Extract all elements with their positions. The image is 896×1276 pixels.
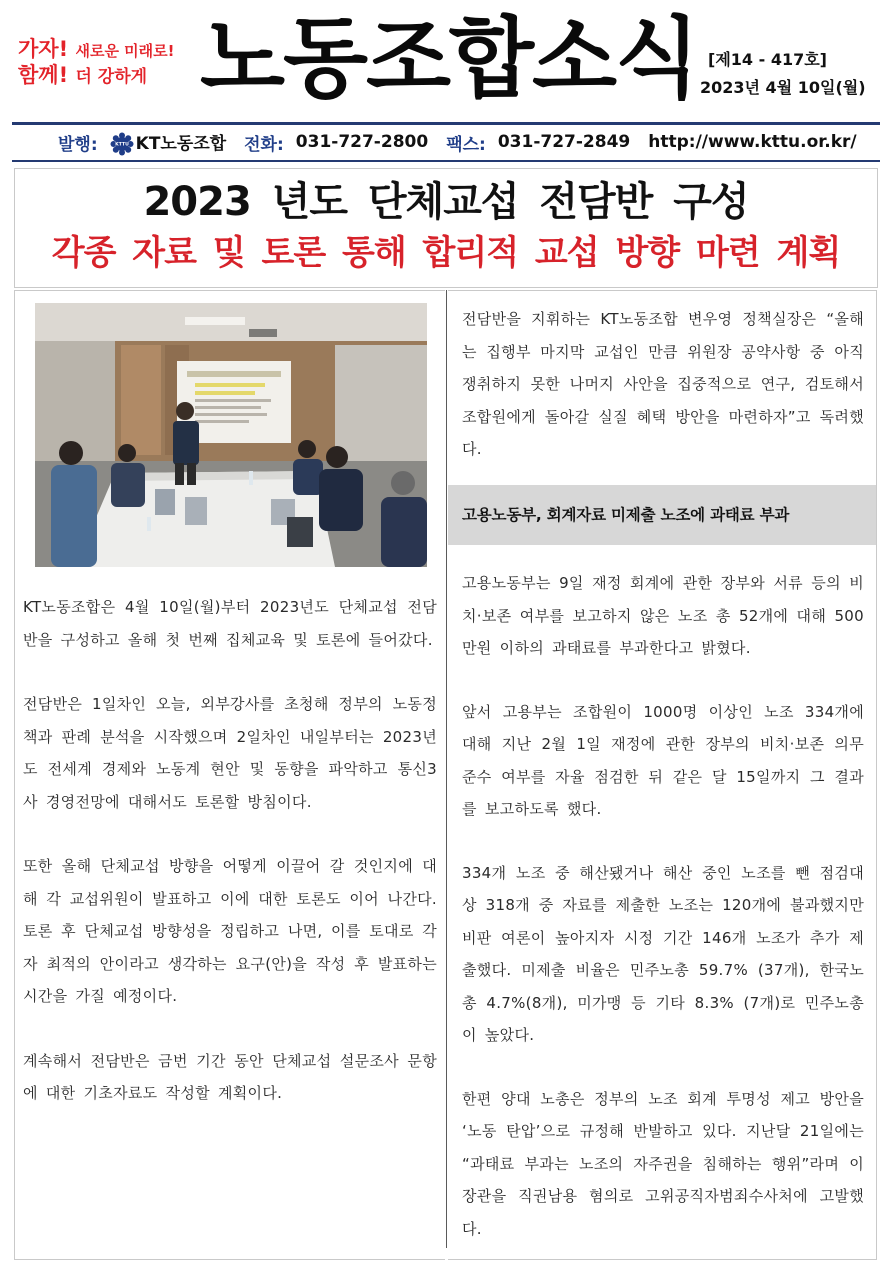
- left-paragraph-4: 계속해서 전담반은 금번 기간 동안 단체교섭 설문조사 문항에 대한 기초자료도 작성할 계획이다.: [23, 1051, 437, 1102]
- kttu-logo-text: KTTU: [114, 142, 129, 148]
- masthead-divider: [12, 122, 880, 125]
- fax-number: 031-727-2849: [497, 132, 631, 152]
- publisher-bar: [58, 128, 878, 156]
- section-paragraph-4: 한편 양대 노총은 정부의 노조 회계 투명성 제고 방안을 ‘노동 탄압’으로 규정해 반발하고 있다. 지난달 21일에는 “과태료 부과는 노조의 자주권을 침해하는 행위”라며 이 장관을 직권남용 혐의로 고위공직자범죄수사처에 고발했다.: [462, 1089, 864, 1238]
- phone-label: 전화:: [244, 134, 284, 155]
- issue-number: [제14 - 417호]: [708, 50, 827, 69]
- section-body: [462, 567, 864, 1276]
- kttu-logo-icon: [110, 132, 134, 156]
- article-headline: 2023 년도 단체교섭 전담반 구성: [143, 179, 749, 225]
- right-article-continuation: [462, 303, 864, 466]
- publisher-bar-divider: [12, 160, 880, 162]
- issue-info: [700, 46, 886, 102]
- slogan-line2-a: 함께!: [18, 63, 69, 88]
- left-paragraph-1: KT노동조합은 4월 10일(월)부터 2023년도 단체교섭 전담반을 구성하고 올해 첫 번째 집체교육 및 토론에 들어갔다.: [23, 598, 437, 649]
- left-paragraph-2: 전담반은 1일차인 오늘, 외부강사를 초청해 정부의 노동정책과 판례 분석을 시작했으며 2일차인 내일부터는 2023년도 전세계 경제와 노동계 현안 및 동향을 파악하고 통신3사 경영전망에 대해서도 토론할 방침이다.: [23, 695, 437, 811]
- section-heading: 고용노동부, 회계자료 미제출 노조에 과태료 부과: [448, 485, 876, 545]
- phone-number: 031-727-2800: [295, 132, 429, 152]
- section-paragraph-1: 고용노동부는 9일 재정 회계에 관한 장부와 서류 등의 비치·보존 여부를 보고하지 않은 노조 총 52개에 대해 500만원 이하의 과태료를 부과한다고 밝혔다.: [462, 574, 864, 657]
- publisher-name: KT노동조합: [135, 133, 227, 154]
- newsletter-title: 노동조합소식: [200, 7, 699, 110]
- headline-box: [14, 168, 878, 288]
- section-paragraph-3: 334개 노조 중 해산됐거나 해산 중인 노조를 뺀 점검대상 318개 중 자료를 제출한 노조는 120개에 불과했지만 비판 여론이 높아지자 시정 기간 146개 노조가 추가 제출했다. 미제출 비율은 민주노총 59.7% (37개), 한국노총 4.7%(8개), 미가맹 등 기타 8.3% (7개)로 민주노총이 높았다.: [462, 863, 864, 1044]
- issue-date: 2023년 4월 10일(월): [700, 78, 866, 97]
- slogan-line2-b: 더 강하게: [75, 67, 148, 88]
- left-article-body: [23, 591, 437, 1142]
- right-paragraph-quote: 전담반을 지휘하는 KT노동조합 변우영 정책실장은 “올해는 집행부 마지막 교섭인 만큼 위원장 공약사항 중 아직 쟁취하지 못한 나머지 사안을 집중적으로 연구, 검토해서 조합원에게 돌아갈 실질 혜택 방안을 마련하자”고 독려했다.: [462, 310, 864, 458]
- right-column: [448, 290, 877, 1260]
- section-paragraph-2: 앞서 고용부는 조합원이 1000명 이상인 노조 334개에 대해 지난 2월 1일 재정에 관한 장부의 비치·보존 의무 준수 여부를 자율 점검한 뒤 같은 달 15일까지 그 결과를 보고하도록 했다.: [462, 702, 864, 818]
- slogan-line1-a: 가자!: [18, 37, 69, 61]
- fax-label: 팩스:: [446, 134, 486, 155]
- article-subheadline: 각종 자료 및 토론 통해 합리적 교섭 방향 마련 계획: [51, 233, 841, 273]
- meeting-photo: [35, 303, 427, 567]
- slogan: [18, 36, 193, 89]
- publisher-group: [110, 129, 232, 156]
- left-column: [14, 290, 445, 1260]
- slogan-line1-b: 새로운 미래로!: [75, 42, 175, 60]
- meeting-photo-illustration: [35, 303, 427, 567]
- website-link[interactable]: http://www.kttu.or.kr/: [648, 132, 857, 152]
- publisher-label: 발행:: [58, 134, 98, 155]
- column-divider: [446, 290, 447, 1248]
- left-paragraph-3: 또한 올해 단체교섭 방향을 어떻게 이끌어 갈 것인지에 대해 각 교섭위원이 발표하고 이에 대한 토론도 이어 나간다. 토론 후 단체교섭 방향성을 정립하고 나면, 이를 토대로 각자 최적의 안이라고 생각하는 요구(안)을 작성 후 발표하는 시간을 가질 예정이다.: [23, 857, 437, 1005]
